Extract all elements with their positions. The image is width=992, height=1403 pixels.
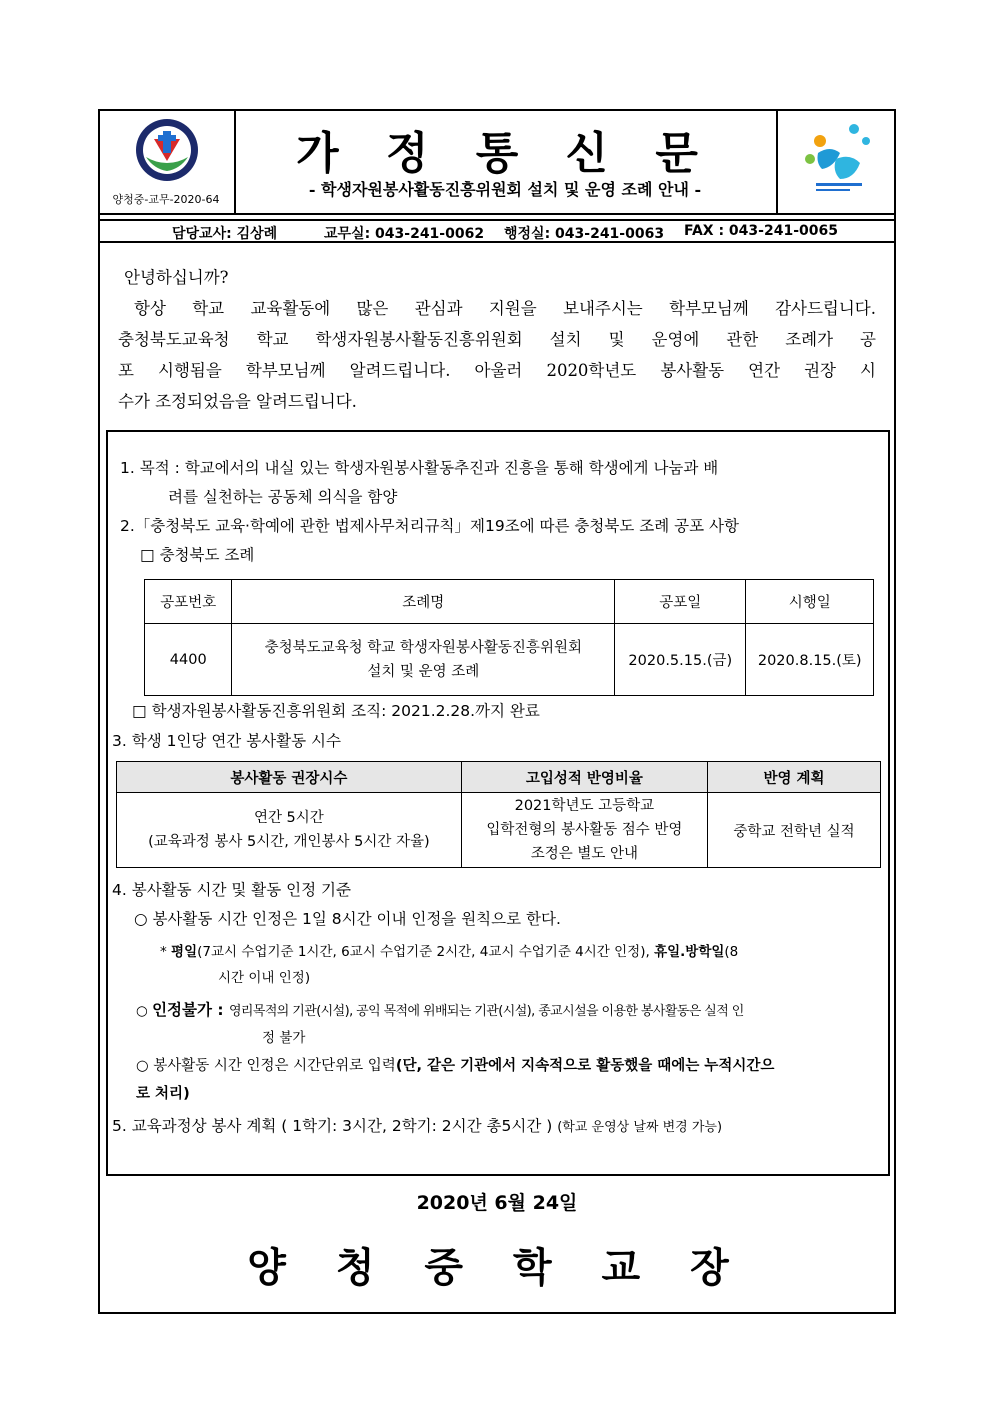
t2-hours-line-1: 연간 5시간 [253, 810, 324, 826]
slogan-logo-cell [776, 109, 896, 213]
item-4-c-label: 인정불가 : [152, 1001, 229, 1019]
item-4-b-star: * [160, 944, 172, 960]
page-title: 가 정 통 신 문 [296, 128, 714, 179]
t1-name-line-1: 충청북도교육청 학교 학생자원봉사활동진흥위원회 [264, 639, 582, 656]
t1-number: 4400 [145, 624, 232, 696]
item-2-sub: □ 충청북도 조례 [140, 546, 255, 564]
item-4-d-text: ○ 봉사활동 시간 인정은 시간단위로 입력 [136, 1058, 396, 1074]
item-5 [112, 1114, 722, 1136]
item-4-a: ○ 봉사활동 시간 인정은 1일 8시간 이내 인정을 원칙으로 한다. [134, 910, 561, 928]
t1-header-promulgated: 공포일 [615, 580, 746, 624]
item-4-b-text: (7교시 수업기준 1시간, 6교시 수업기준 2시간, 4교시 수업기준 4시간 인정), [197, 944, 655, 960]
t1-promulgated: 2020.5.15.(금) [615, 624, 746, 696]
t2-header-plan: 반영 계획 [708, 762, 881, 793]
intro-line-4: 수가 조정되었음을 알려드립니다. [118, 392, 357, 411]
ordinance-table [144, 579, 874, 696]
item-4: 4. 봉사활동 시간 및 활동 인정 기준 [112, 881, 352, 899]
item-4-b-weekday: 평일 [171, 944, 198, 960]
item-3: 3. 학생 1인당 연간 봉사활동 시수 [112, 732, 341, 750]
item-4-b [160, 940, 738, 960]
t1-name-line-2: 설치 및 운영 조례 [367, 663, 480, 680]
slogan-logo-icon [796, 119, 880, 203]
item-4-c-text: 영리목적의 기관(시설), 공익 목적에 위배되는 기관(시설), 종교시설을 이용한 봉사활동은 실적 인 [228, 1004, 744, 1019]
teacher-name: 담당교사: 김상례 [172, 226, 278, 242]
t1-header-effective: 시행일 [746, 580, 874, 624]
page-subtitle: - 학생자원봉사활동진흥위원회 설치 및 운영 조례 안내 - [308, 180, 702, 199]
item-4-c-bullet: ○ [136, 1003, 153, 1019]
service-hours-table [116, 761, 881, 868]
t2-ratio-line-2: 입학전형의 봉사활동 점수 반영 [486, 822, 683, 838]
item-2: 2.「충청북도 교육·학예에 관한 법제사무처리규칙」제19조에 따른 충청북도 조례 공포 사항 [120, 517, 739, 535]
t2-hours-line-2: (교육과정 봉사 5시간, 개인봉사 5시간 자율) [148, 834, 430, 850]
item-1-line-b: 려를 실천하는 공동체 의식을 함양 [168, 488, 398, 506]
greeting: 안녕하십니까? [124, 268, 229, 287]
admin-phone: 행정실: 043-241-0063 [504, 226, 665, 242]
t2-ratio-line-1: 2021학년도 고등학교 [514, 798, 655, 814]
t1-header-name: 조례명 [232, 580, 615, 624]
item-1-line-a: 1. 목적 : 학교에서의 내실 있는 학생자원봉사활동추진과 진흥을 통해 학생에게 나눔과 배 [120, 459, 719, 477]
document-number: 양청중-교무-2020-64 [112, 193, 220, 206]
t2-ratio-line-3: 조정은 별도 안내 [530, 846, 639, 862]
signer: 양 청 중 학 교 장 [247, 1244, 747, 1291]
school-logo-cell [98, 109, 236, 213]
t2-hours [117, 793, 462, 868]
issue-date: 2020년 6월 24일 [416, 1192, 578, 1214]
contact-bar [98, 219, 896, 243]
t1-effective: 2020.8.15.(토) [746, 624, 874, 696]
intro-line-2: 충청북도교육청 학교 학생자원봉사활동진흥위원회 설치 및 운영에 관한 조례가 공 [118, 330, 876, 349]
t2-header-ratio: 고입성적 반영비율 [461, 762, 707, 793]
committee-line: □ 학생자원봉사활동진흥위원회 조직: 2021.2.28.까지 완료 [132, 702, 540, 720]
fax-number: FAX : 043-241-0065 [684, 223, 838, 239]
item-4-b-tail: (8 [724, 944, 739, 960]
intro-paragraph [118, 262, 876, 417]
item-4-b-holiday: 휴일.방학일 [654, 944, 725, 960]
item-5-text: 5. 교육과정상 봉사 계획 ( 1학기: 3시간, 2학기: 2시간 총5시간 ) [112, 1117, 553, 1135]
t2-header-hours: 봉사활동 권장시수 [117, 762, 462, 793]
item-4-b-2: 시간 이내 인정) [218, 970, 311, 986]
t2-ratio [461, 793, 707, 868]
item-4-c-2: 정 불가 [262, 1030, 306, 1046]
t1-name [232, 624, 615, 696]
intro-line-3: 포 시행됨을 학부모님께 알려드립니다. 아울러 2020학년도 봉사활동 연간 권장 시 [118, 361, 876, 380]
school-emblem-icon [134, 117, 200, 183]
item-4-c [136, 998, 744, 1020]
item-5-note: (학교 운영상 날짜 변경 가능) [557, 1120, 723, 1135]
item-4-d [136, 1054, 774, 1075]
intro-line-1: 항상 학교 교육활동에 많은 관심과 지원을 보내주시는 학부모님께 감사드립니다. [134, 299, 876, 318]
item-4-d-2: 로 처리) [136, 1086, 190, 1102]
header [98, 109, 896, 215]
item-4-d-note: (단, 같은 기관에서 지속적으로 활동했을 때에는 누적시간으 [395, 1058, 775, 1074]
office-phone: 교무실: 043-241-0062 [324, 226, 485, 242]
t2-plan: 중학교 전학년 실적 [708, 793, 881, 868]
t1-header-number: 공포번호 [145, 580, 232, 624]
